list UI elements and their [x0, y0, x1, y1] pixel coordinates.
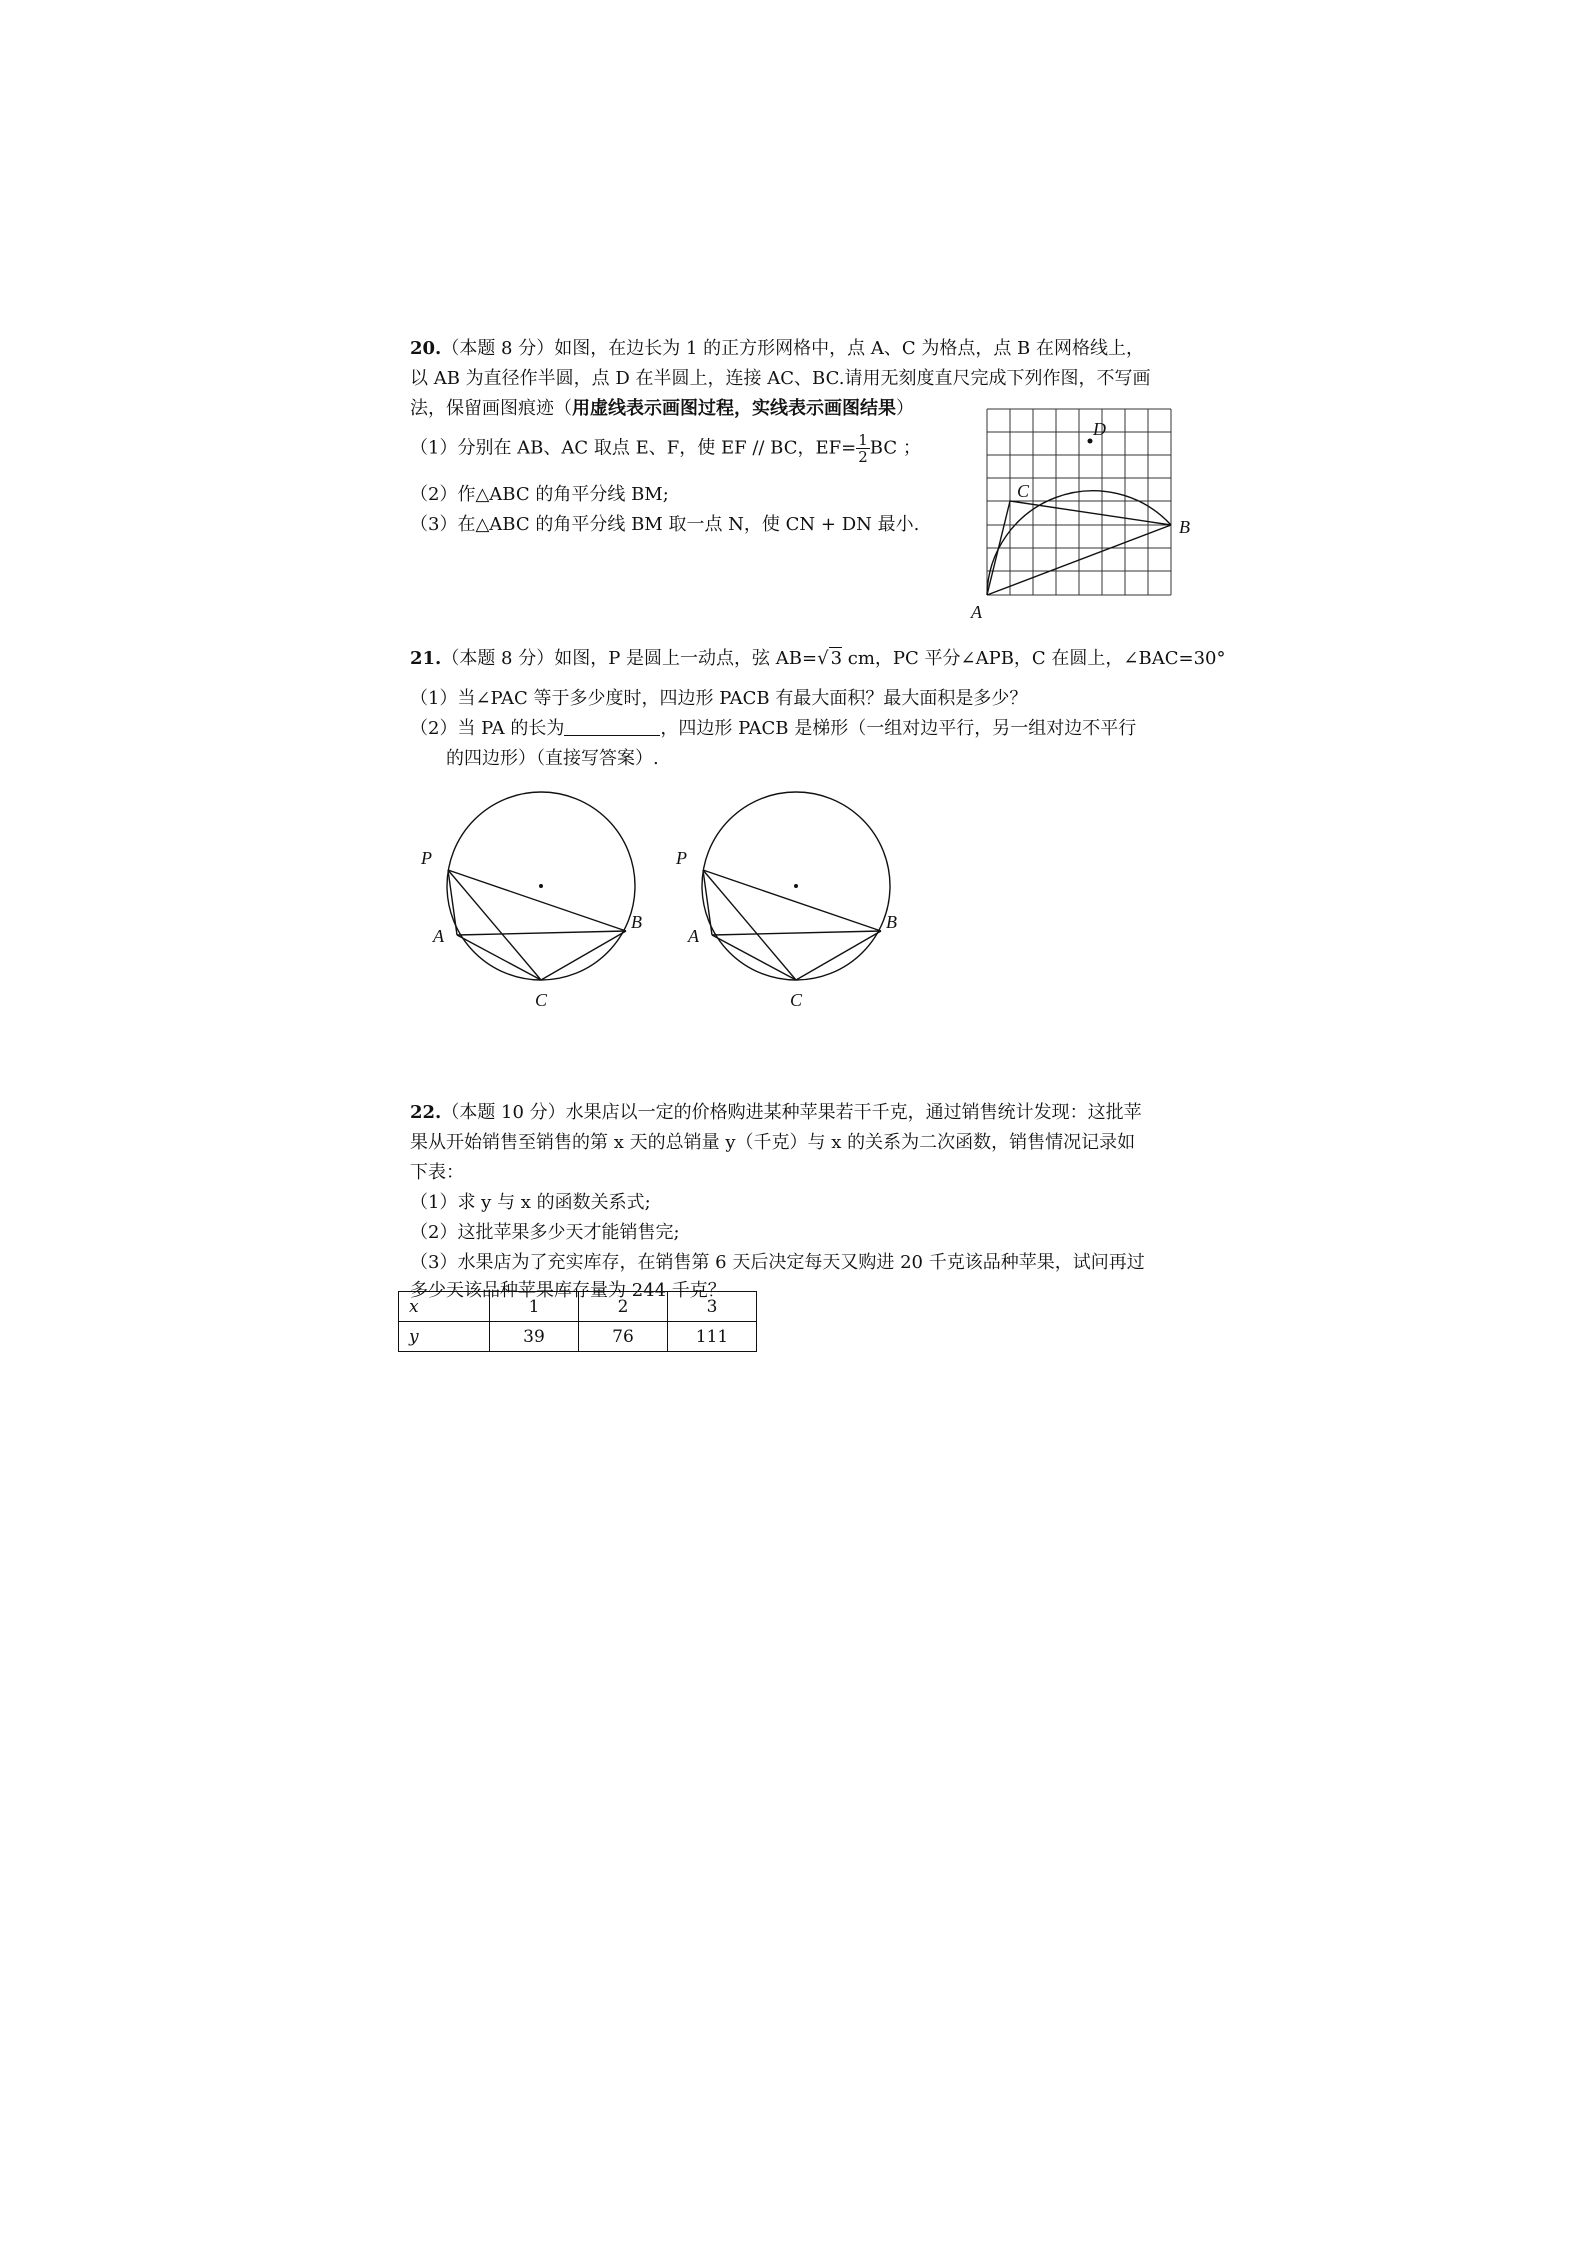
- q21-sub1: （1）当∠PAC 等于多少度时，四边形 PACB 有最大面积？最大面积是多少？: [410, 688, 1028, 709]
- q21-number: 21.: [410, 648, 442, 669]
- q20-line3: 法，保留画图痕迹（用虚线表示画图过程，实线表示画图结果）: [410, 398, 914, 419]
- sales-table: [398, 1291, 757, 1352]
- q22-sub3a: （3）水果店为了充实库存，在销售第 6 天后决定每天又购进 20 千克该品种苹果，试问再过: [410, 1252, 1145, 1273]
- sqrt-three: 3: [830, 648, 843, 669]
- segment-ac: [712, 935, 796, 980]
- label-c: C: [535, 990, 548, 1010]
- q20-number: 20.: [410, 338, 442, 359]
- label-a: A: [971, 602, 982, 622]
- table-cell: 39: [490, 1322, 579, 1352]
- q20-line1: 20.（本题 8 分）如图，在边长为 1 的正方形网格中，点 A、C 为格点，点 B 在网格线上，: [410, 338, 1145, 359]
- q22-line2: 果从开始销售至销售的第 x 天的总销量 y（千克）与 x 的关系为二次函数，销售情况记录如: [410, 1132, 1136, 1153]
- q22-number: 22.: [410, 1102, 442, 1123]
- q22-sub3b: 多少天该品种苹果库存量为 244 千克？: [410, 1280, 726, 1301]
- q22-line3: 下表：: [410, 1162, 464, 1183]
- q21-line1: 21.（本题 8 分）如图，P 是圆上一动点，弦 AB=√ 3 cm，PC 平分∠APB，C 在圆上，∠BAC=30°: [410, 648, 1226, 669]
- q21-circle-figure-2: [670, 790, 910, 1020]
- q20-grid-figure: [971, 405, 1205, 625]
- table-row: [399, 1292, 757, 1322]
- segment-ab: [457, 931, 626, 935]
- q20-line2: 以 AB 为直径作半圆，点 D 在半圆上，连接 AC、BC.请用无刻度直尺完成下列作图，不写画: [410, 368, 1151, 389]
- segment-bc: [541, 931, 626, 980]
- q21-circle-figure-1: [415, 790, 655, 1020]
- label-b: B: [1179, 517, 1190, 537]
- q22-sub2: （2）这批苹果多少天才能销售完;: [410, 1222, 680, 1243]
- label-c: C: [790, 990, 803, 1010]
- fraction-one-half: $\frac{1}{2}$: [858, 431, 868, 466]
- q21-sub2-line2: 的四边形）（直接写答案）.: [446, 748, 659, 769]
- table-cell: 2: [579, 1292, 668, 1322]
- table-cell: 3: [668, 1292, 757, 1322]
- label-d: D: [1093, 419, 1106, 439]
- segment-ab: [712, 931, 881, 935]
- segment-ac: [457, 935, 541, 980]
- table-row: [399, 1322, 757, 1352]
- label-p: P: [421, 848, 432, 868]
- table-cell: 1: [490, 1292, 579, 1322]
- point-d: [1088, 439, 1093, 444]
- table-cell: 76: [579, 1322, 668, 1352]
- q20-instruction-bold: 用虚线表示画图过程，实线表示画图结果: [572, 398, 896, 419]
- table-header-y: y: [399, 1322, 490, 1352]
- q22-line1: 22.（本题 10 分）水果店以一定的价格购进某种苹果若干千克，通过销售统计发现：这批苹: [410, 1102, 1142, 1123]
- q20-sub1: （1）分别在 AB、AC 取点 E、F，使 EF // BC，EF= $\frac{1}{2}$ BC ；: [410, 431, 921, 466]
- center-dot: [794, 884, 798, 888]
- segment-bc: [796, 931, 881, 980]
- label-a: A: [433, 926, 444, 946]
- table-cell: 111: [668, 1322, 757, 1352]
- q21-sub2: （2）当 PA 的长为 ，四边形 PACB 是梯形（一组对边平行，另一组对边不平行: [410, 714, 1136, 744]
- q22-sub1: （1）求 y 与 x 的函数关系式;: [410, 1192, 651, 1213]
- label-a: A: [688, 926, 699, 946]
- answer-blank[interactable]: [564, 715, 660, 736]
- label-p: P: [676, 848, 687, 868]
- center-dot: [539, 884, 543, 888]
- label-b: B: [631, 912, 642, 932]
- label-b: B: [886, 912, 897, 932]
- q20-sub2: （2）作△ABC 的角平分线 BM;: [410, 484, 669, 505]
- table-header-x: x: [399, 1292, 490, 1322]
- q20-sub3: （3）在△ABC 的角平分线 BM 取一点 N，使 CN + DN 最小.: [410, 514, 920, 535]
- label-c: C: [1017, 481, 1030, 501]
